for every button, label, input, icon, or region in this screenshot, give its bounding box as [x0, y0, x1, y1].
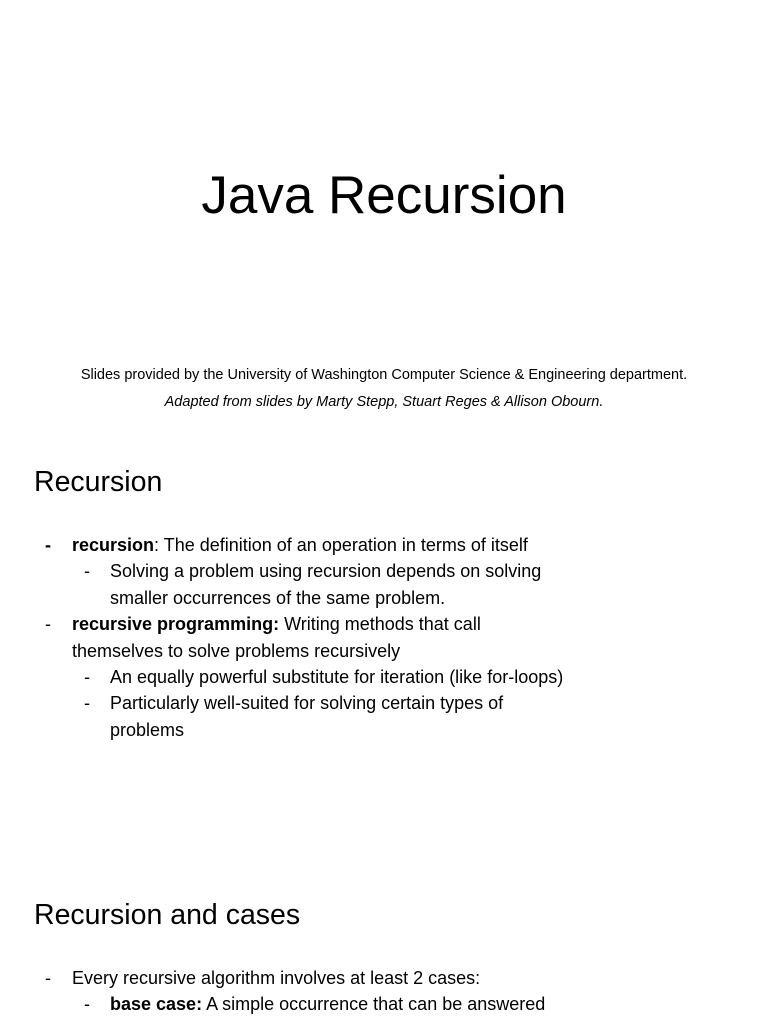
credit-line: Slides provided by the University of Washington Computer Science & Engineering department. [80, 367, 688, 383]
list-item [0, 991, 768, 1017]
page-title: Java Recursion [201, 166, 567, 225]
definition-text: Writing methods that call themselves to solve problems recursively [72, 614, 481, 661]
term-base-case: base case: [110, 994, 203, 1015]
list-item-text [72, 532, 542, 558]
list-item-text [110, 991, 580, 1017]
definition-text: : The definition of an operation in terms of itself [154, 535, 528, 555]
list-item-text: An equally powerful substitute for iteration (like for-loops) [110, 667, 564, 688]
bullet-dash: - [84, 693, 90, 714]
list-item [0, 965, 768, 991]
list-item-text: Solving a problem using recursion depends on solving smaller occurrences of the same problem. [110, 561, 542, 608]
list-item-text [72, 611, 542, 664]
definition-text: A simple occurrence that can be answered [202, 994, 546, 1015]
recursion-bullet-list [0, 532, 768, 743]
adapted-from-line: Adapted from slides by Marty Stepp, Stuart Reges & Allison Obourn. [164, 394, 604, 410]
bullet-dash: - [84, 561, 90, 582]
bullet-dash: - [45, 614, 51, 635]
list-item [0, 558, 768, 611]
term-recursive-programming: recursive programming: [72, 614, 280, 635]
section-heading-recursion: Recursion [34, 466, 163, 498]
list-item [0, 664, 768, 690]
list-item-text: Every recursive algorithm involves at least 2 cases: [72, 968, 481, 988]
bullet-dash: - [84, 994, 90, 1015]
list-item-text: Particularly well-suited for solving certain types of problems [110, 693, 504, 740]
section-heading-recursion-and-cases: Recursion and cases [34, 899, 301, 931]
bullet-dash: - [45, 535, 51, 555]
cases-bullet-list [0, 965, 768, 1018]
list-item [0, 611, 768, 664]
list-item [0, 532, 768, 558]
bullet-dash: - [84, 667, 90, 688]
bullet-dash: - [45, 968, 51, 988]
list-item [0, 690, 768, 743]
term-recursion: recursion [72, 535, 155, 555]
